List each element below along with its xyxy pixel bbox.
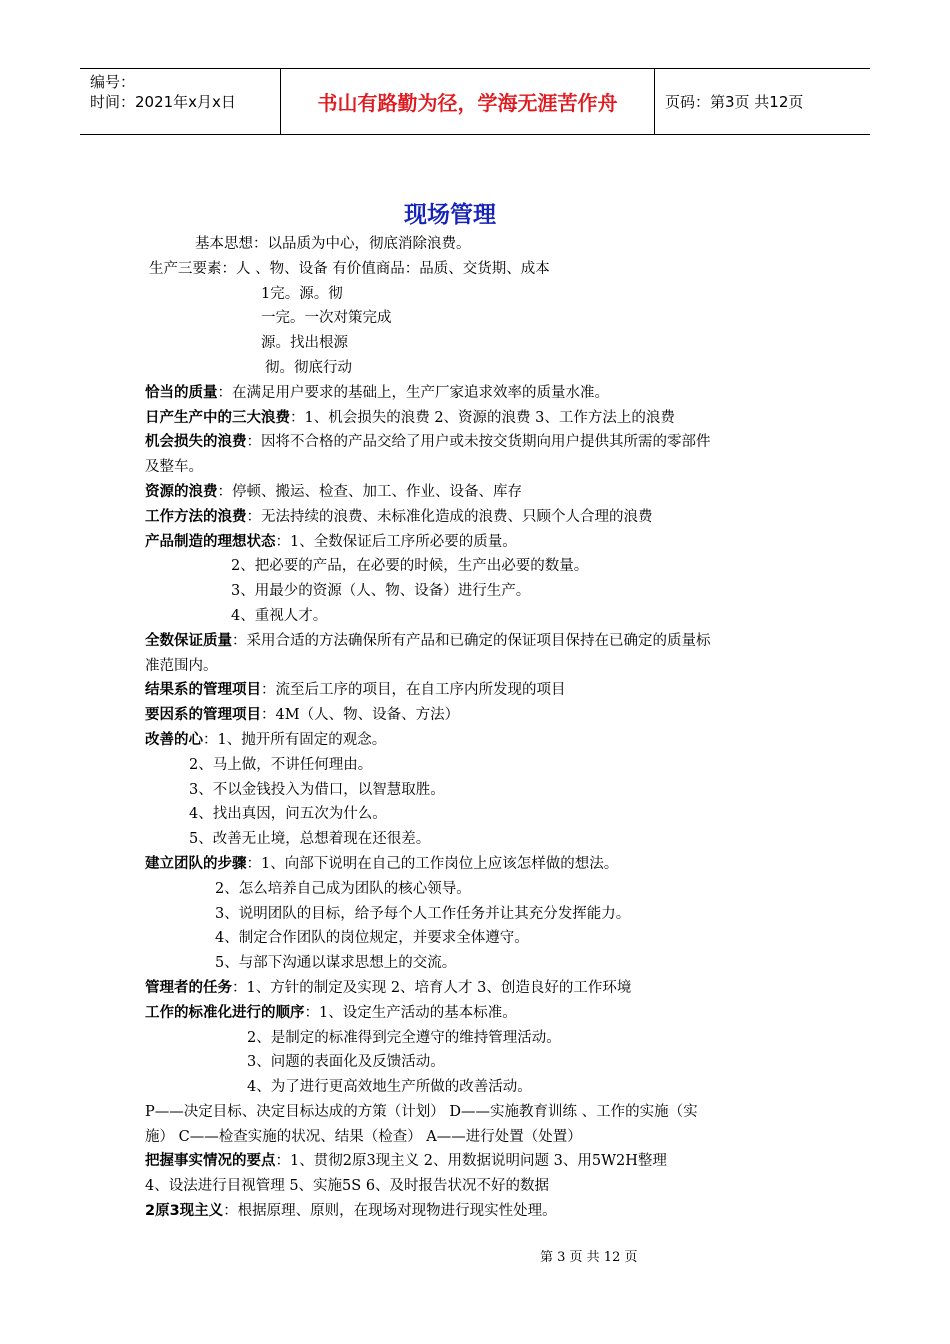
date-text: 时间：2021年x月x日 [90, 93, 236, 111]
line-text: ：4M（人、物、设备、方法） [261, 707, 460, 724]
line-text: 5、与部下沟通以谋求思想上的交流。 [215, 955, 457, 972]
text-line [145, 703, 815, 728]
text-line [145, 852, 815, 877]
line-text: 2、怎么培养自己成为团队的核心领导。 [215, 880, 471, 897]
term-label: 结果系的管理项目 [145, 682, 261, 699]
line-text: 2、是制定的标准得到完全遵守的维持管理活动。 [247, 1029, 561, 1046]
line-text: 源。找出根源 [261, 335, 348, 352]
text-line [145, 1075, 815, 1100]
line-text: ：1、向部下说明在自己的工作岗位上应该怎样做的想法。 [246, 855, 619, 872]
line-text: ：流至后工序的项目，在自工序内所发现的项目 [261, 682, 566, 699]
line-text: 彻。彻底行动 [265, 359, 352, 376]
line-text: ：1、方针的制定及实现 2、培育人才 3、创造良好的工作环境 [232, 979, 632, 996]
line-text: 2、马上做，不讲任何理由。 [189, 756, 373, 773]
text-line [145, 331, 815, 356]
text-line [145, 1100, 815, 1125]
header-meta [80, 69, 281, 134]
line-text: 施） C——检查实施的状况、结果（检查） A——进行处置（处置） [145, 1128, 582, 1145]
line-text: 一完。一次对策完成 [261, 310, 392, 327]
text-line [145, 306, 815, 331]
text-line [145, 1149, 815, 1174]
text-line [145, 753, 815, 778]
header-motto: 书山有路勤为径，学海无涯苦作舟 [281, 69, 655, 134]
text-line [145, 678, 815, 703]
term-label: 全数保证质量 [145, 632, 232, 649]
line-text: 4、设法进行目视管理 5、实施5S 6、及时报告状况不好的数据 [145, 1178, 550, 1195]
line-text: ：1、贯彻2原3现主义 2、用数据说明问题 3、用5W2H整理 [275, 1153, 667, 1170]
text-line [145, 530, 815, 555]
line-text: 1完。源。彻 [261, 285, 343, 302]
text-line [145, 604, 815, 629]
page-title: 现场管理 [404, 202, 496, 228]
line-text: ：因将不合格的产品交给了用户或未按交货期向用户提供其所需的零部件 [246, 434, 711, 451]
text-line [145, 778, 815, 803]
text-line [145, 356, 815, 381]
text-line [145, 1174, 815, 1199]
line-text: ：1、设定生产活动的基本标准。 [304, 1004, 517, 1021]
text-line [145, 827, 815, 852]
text-line [145, 728, 815, 753]
line-text: P——决定目标、决定目标达成的方策（计划） D——实施教育训练 、工作的实施（实 [145, 1103, 698, 1120]
line-text: 准范围内。 [145, 657, 218, 674]
header-page-info: 页码：第3页 共12页 [665, 93, 804, 111]
term-label: 产品制造的理想状态 [145, 533, 276, 550]
text-line [145, 1050, 815, 1075]
term-label: 建立团队的步骤 [145, 855, 247, 872]
line-text: 3、说明团队的目标，给予每个人工作任务并让其充分发挥能力。 [215, 905, 631, 922]
text-line [145, 455, 815, 480]
line-text: 2、把必要的产品，在必要的时候，生产出必要的数量。 [231, 558, 589, 575]
text-line [145, 554, 815, 579]
line-text: 4、找出真因，问五次为什么。 [189, 806, 387, 823]
text-line [145, 629, 815, 654]
term-label: 工作的标准化进行的顺序 [145, 1004, 305, 1021]
line-text: 及整车。 [145, 459, 203, 476]
text-line [145, 579, 815, 604]
document-body [145, 232, 815, 1224]
term-label: 管理者的任务 [145, 979, 232, 996]
line-text: ：无法持续的浪费、未标准化造成的浪费、只顾个人合理的浪费 [246, 508, 653, 525]
text-line [145, 802, 815, 827]
text-line [145, 480, 815, 505]
page-footer: 第 3 页 共 12 页 [540, 1250, 638, 1265]
text-line [145, 976, 815, 1001]
term-label: 机会损失的浪费 [145, 434, 247, 451]
line-text: 5、改善无止境，总想着现在还很差。 [189, 831, 431, 848]
line-text: 4、为了进行更高效地生产所做的改善活动。 [247, 1079, 532, 1096]
line-text: 4、重视人才。 [231, 607, 328, 624]
line-text: 基本思想：以品质为中心，彻底消除浪费。 [195, 236, 471, 252]
text-line [145, 282, 815, 307]
term-label: 2原3现主义 [145, 1203, 224, 1220]
text-line [145, 1125, 815, 1150]
term-label: 改善的心 [145, 731, 203, 748]
page-header [80, 68, 870, 135]
text-line [145, 1199, 815, 1224]
term-label: 日产生产中的三大浪费 [145, 409, 290, 426]
text-line [145, 902, 815, 927]
term-label: 要因系的管理项目 [145, 707, 261, 724]
line-text: 生产三要素：人 、物、设备 有价值商品：品质、交货期、成本 [149, 260, 550, 277]
text-line [145, 381, 815, 406]
text-line [145, 1026, 815, 1051]
number-label: 编号： [90, 73, 136, 91]
text-line [145, 951, 815, 976]
line-text: ：停顿、搬运、检查、加工、作业、设备、库存 [217, 483, 522, 500]
text-line [145, 926, 815, 951]
term-label: 恰当的质量 [145, 384, 218, 401]
line-text: ：在满足用户要求的基础上，生产厂家追求效率的质量水准。 [217, 384, 609, 401]
term-label: 把握事实情况的要点 [145, 1153, 276, 1170]
text-line [145, 406, 815, 431]
line-text: 3、用最少的资源（人、物、设备）进行生产。 [231, 583, 531, 600]
text-line [145, 257, 815, 282]
line-text: 4、制定合作团队的岗位规定，并要求全体遵守。 [215, 930, 529, 947]
line-text: 3、问题的表面化及反馈活动。 [247, 1054, 445, 1071]
text-line [145, 877, 815, 902]
text-line [145, 430, 815, 455]
line-text: ：采用合适的方法确保所有产品和已确定的保证项目保持在已确定的质量标 [232, 632, 711, 649]
term-label: 资源的浪费 [145, 483, 218, 500]
term-label: 工作方法的浪费 [145, 508, 247, 525]
text-line [145, 232, 815, 257]
line-text: ：根据原理、原则，在现场对现物进行现实性处理。 [223, 1203, 557, 1220]
text-line [145, 505, 815, 530]
line-text: ：1、机会损失的浪费 2、资源的浪费 3、工作方法上的浪费 [290, 409, 675, 426]
text-line [145, 1001, 815, 1026]
line-text: ：1、全数保证后工序所必要的质量。 [275, 533, 517, 550]
text-line [145, 654, 815, 679]
line-text: ：1、抛开所有固定的观念。 [203, 731, 387, 748]
line-text: 3、不以金钱投入为借口，以智慧取胜。 [189, 781, 445, 798]
